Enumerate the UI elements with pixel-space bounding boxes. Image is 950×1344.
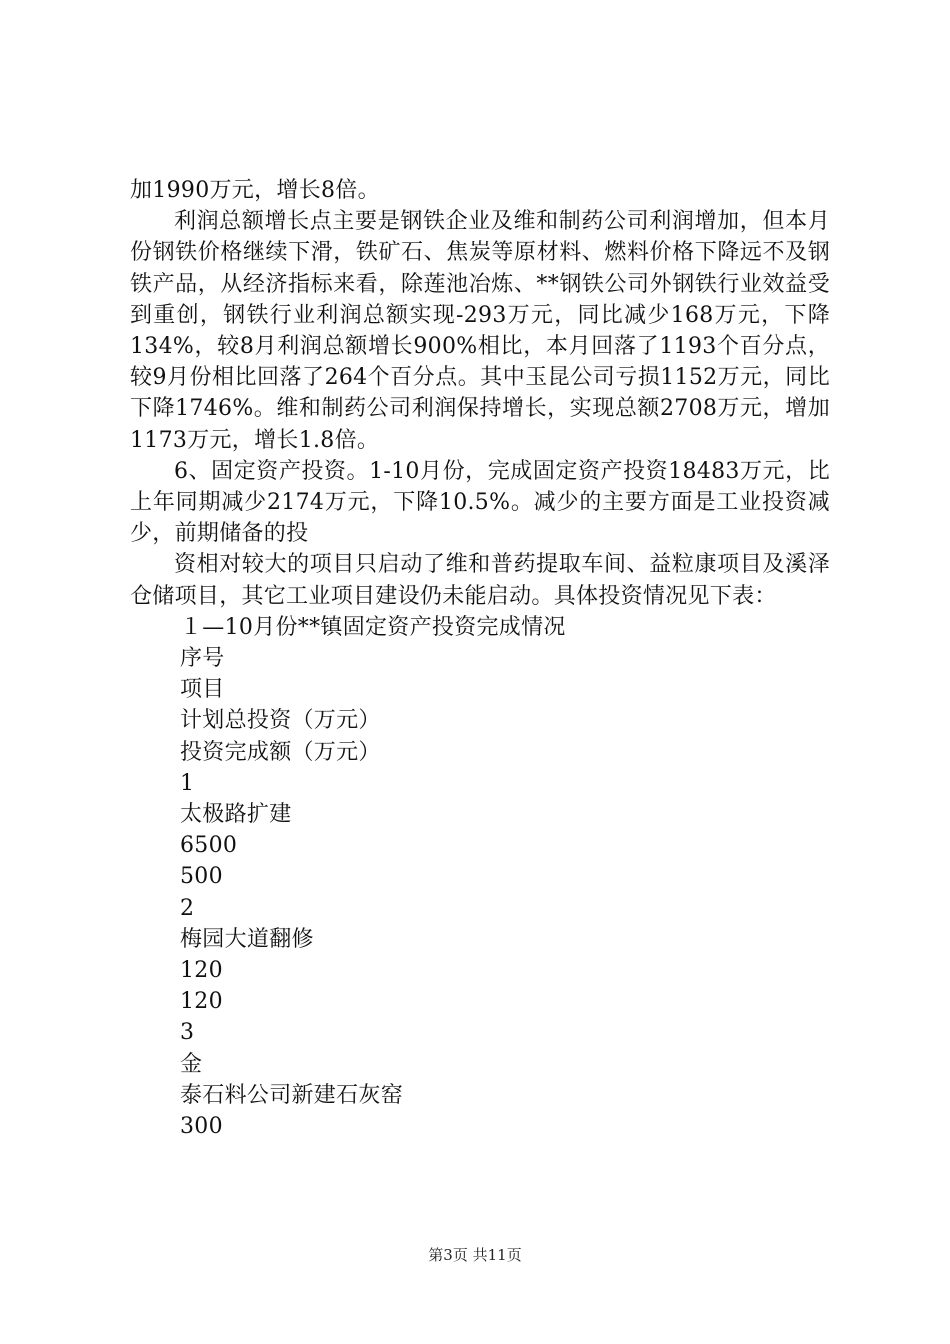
table-lines bbox=[130, 643, 830, 1142]
page-footer: 第3页 共11页 bbox=[428, 1246, 522, 1264]
table-line: 太极路扩建 bbox=[180, 802, 292, 828]
paragraph-2: 利润总额增长点主要是钢铁企业及维和制药公司利润增加，但本月份钢铁价格继续下滑，铁矿石、焦炭等原材料、燃料价格下降远不及钢铁产品，从经济指标来看，除莲池冶炼、**钢铁公司外钢铁行业效益受到重创，钢铁行业利润总额实现-293万元，同比减少168万元，下降134%，较8月利润总额增长900%相比，本月回落了1193个百分点，较9月份相比回落了264个百分点。其中玉昆公司亏损1152万元，同比下降1746%。维和制药公司利润保持增长，实现总额2708万元，增加1173万元，增长1.8倍。 bbox=[130, 209, 830, 453]
table-line: 梅园大道翻修 bbox=[180, 926, 314, 952]
document-body bbox=[130, 175, 830, 1142]
table-line: 300 bbox=[180, 1114, 223, 1140]
table-line: 项目 bbox=[180, 677, 225, 703]
table-line: 计划总投资（万元） bbox=[180, 708, 381, 734]
table-line: 投资完成额（万元） bbox=[180, 739, 381, 765]
paragraph-1: 加1990万元，增长8倍。 bbox=[130, 178, 380, 203]
table-line: 120 bbox=[180, 958, 223, 984]
paragraph-4: 资相对较大的项目只启动了维和普药提取车间、益粒康项目及溪泽仓储项目，其它工业项目建设仍未能启动。具体投资情况见下表： bbox=[130, 552, 830, 609]
table-line: 500 bbox=[180, 864, 223, 890]
table-line: 6500 bbox=[180, 833, 238, 859]
paragraph-3: 6、固定资产投资。1-10月份，完成固定资产投资18483万元，比上年同期减少2174万元，下降10.5%。减少的主要方面是工业投资减少，前期储备的投 bbox=[130, 458, 830, 547]
table-line: 泰石料公司新建石灰窑 bbox=[180, 1082, 404, 1108]
table-line: 序号 bbox=[180, 646, 225, 672]
table-line: 120 bbox=[180, 989, 223, 1015]
table-line: 1 bbox=[180, 770, 195, 796]
table-line: 3 bbox=[180, 1020, 195, 1046]
table-line: 2 bbox=[180, 895, 195, 921]
table-line: 金 bbox=[180, 1051, 203, 1077]
table-title: １—10月份**镇固定资产投资完成情况 bbox=[180, 614, 566, 640]
